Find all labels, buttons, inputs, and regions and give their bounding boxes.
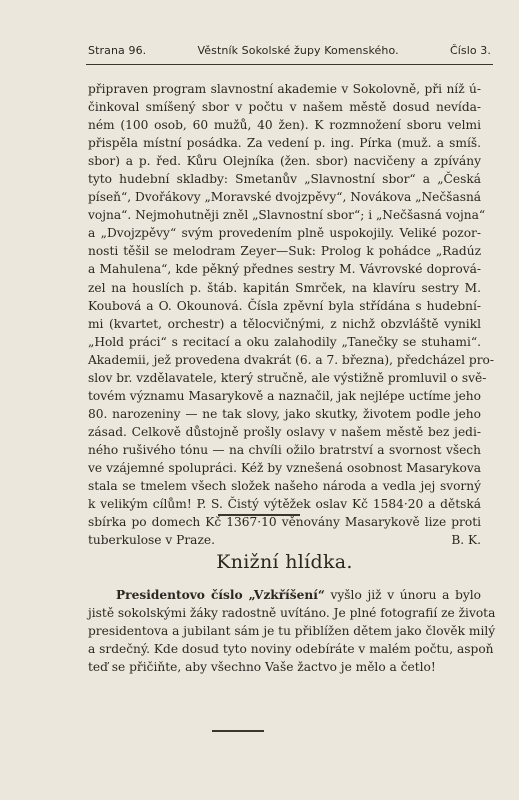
review-line: a srdečný. Kde dosud tyto noviny odebíráte v malém počtu, aspoň	[88, 642, 494, 657]
article-line: tovém významu Masarykově a naznačil, jak nejlépe uctíme jeho	[88, 388, 481, 403]
article-line: píseň“, Dvořákovy „Moravské dvojzpěvy“, Novákova „Nečšasná	[88, 190, 482, 205]
end-divider	[212, 730, 264, 732]
review-lead-rest: vyšlo již v únoru a bylo	[324, 588, 481, 602]
article-line: připraven program slavnostní akademie v Sokolovně, při níž ú-	[88, 82, 481, 96]
section-heading: Knižní hlídka.	[216, 551, 353, 573]
article-line: k velikým cílům! P. S. Čistý výtěžek oslav Kč 1584·20 a dětská	[88, 497, 481, 512]
article-line: ve vzájemné spolupráci. Kéž by vznešená osobnost Masarykova	[88, 460, 481, 475]
review-first-line	[88, 586, 481, 604]
page-number: Strana 96.	[88, 44, 147, 57]
journal-title: Věstník Sokolské župy Komenského.	[197, 44, 399, 57]
issue-number: Číslo 3.	[449, 44, 491, 57]
review-last-line: teď se přičiňte, aby všechno Vaše žactvo je mělo a četlo!	[88, 660, 436, 675]
article-signature: B. K.	[451, 533, 481, 548]
article-line: sbor) a p. řed. Kůru Olejníka (žen. sbor) nacvičeny a zpívány	[88, 154, 481, 169]
article-line: tyto hudební skladby: Smetanův „Slavnostní sbor“ a „Česká	[88, 172, 481, 187]
review-line: presidentova a jubilant sám je tu přiblížen dětem jako člověk milý	[88, 624, 496, 639]
review-line: jistě sokolskými žáky radostně uvítáno. Je plné fotografií ze života	[88, 606, 496, 621]
review-lead: Presidentovo číslo „Vzkříšení“	[116, 588, 325, 602]
article-line: a „Dvojzpěvy“ svým provedením plně uspokojily. Veliké pozor-	[88, 226, 481, 241]
book-review-body	[88, 586, 496, 676]
article-line: a Mahulena“, kde pěkný přednes sestry M. Vávrovské doprová-	[88, 262, 481, 277]
article-line: ného rušivého tónu — na chvíli ožilo bratrství a svornost všech	[88, 442, 481, 457]
article-line: přispěla místní posádka. Za vedení p. ing. Pírka (muž. a smíš.	[88, 136, 481, 151]
article-line: Akademii, jež provedena dvakrát (6. a 7. března), předcházel pro-	[88, 352, 494, 367]
article-line: nosti těšil se melodram Zeyer—Suk: Prolog k pohádce „Radúz	[88, 244, 481, 259]
article-line: sbírka po domech Kč 1367·10 věnovány Masarykově lize proti	[88, 515, 481, 530]
article-closing-line	[88, 531, 481, 549]
article-line: 80. narozeniny — ne tak slovy, jako skutky, životem podle jeho	[88, 406, 481, 421]
article-body	[88, 80, 494, 549]
article-last-line: tuberkulose v Praze.	[88, 533, 215, 548]
article-line: Koubová a O. Okounová. Čísla zpěvní byla střídána s hudební-	[88, 298, 481, 313]
article-line: vojna“. Nejmohutněji zněl „Slavnostní sbor“; i „Nečšasná vojna“	[88, 208, 486, 223]
article-line: ném (100 osob, 60 mužů, 40 žen). K rozmnožení sboru velmi	[88, 118, 481, 133]
article-line: činkoval smíšený sbor v počtu v našem městě dosud nevída-	[88, 100, 481, 115]
section-divider	[218, 514, 300, 516]
article-line: zásad. Celkově důstojně prošly oslavy v našem městě bez jedi-	[88, 424, 481, 439]
article-line: „Hold práci“ s recitací a oku zalahodily „Tanečky se stuhami“.	[88, 334, 481, 349]
article-line: zel na houslích p. štáb. kapitán Smrček, na klavíru sestry M.	[88, 280, 481, 295]
article-line: mi (kvartet, orchestr) a tělocvičnými, z nichž obzvláště vynikl	[88, 316, 481, 331]
article-line: stala se tmelem všech složek našeho národa a vedla jej svorný	[88, 479, 481, 494]
running-header	[88, 44, 491, 57]
header-rule	[86, 64, 493, 65]
article-line: slov br. vzdělavatele, který stručně, ale výstižně promluvil o svě-	[88, 370, 487, 385]
